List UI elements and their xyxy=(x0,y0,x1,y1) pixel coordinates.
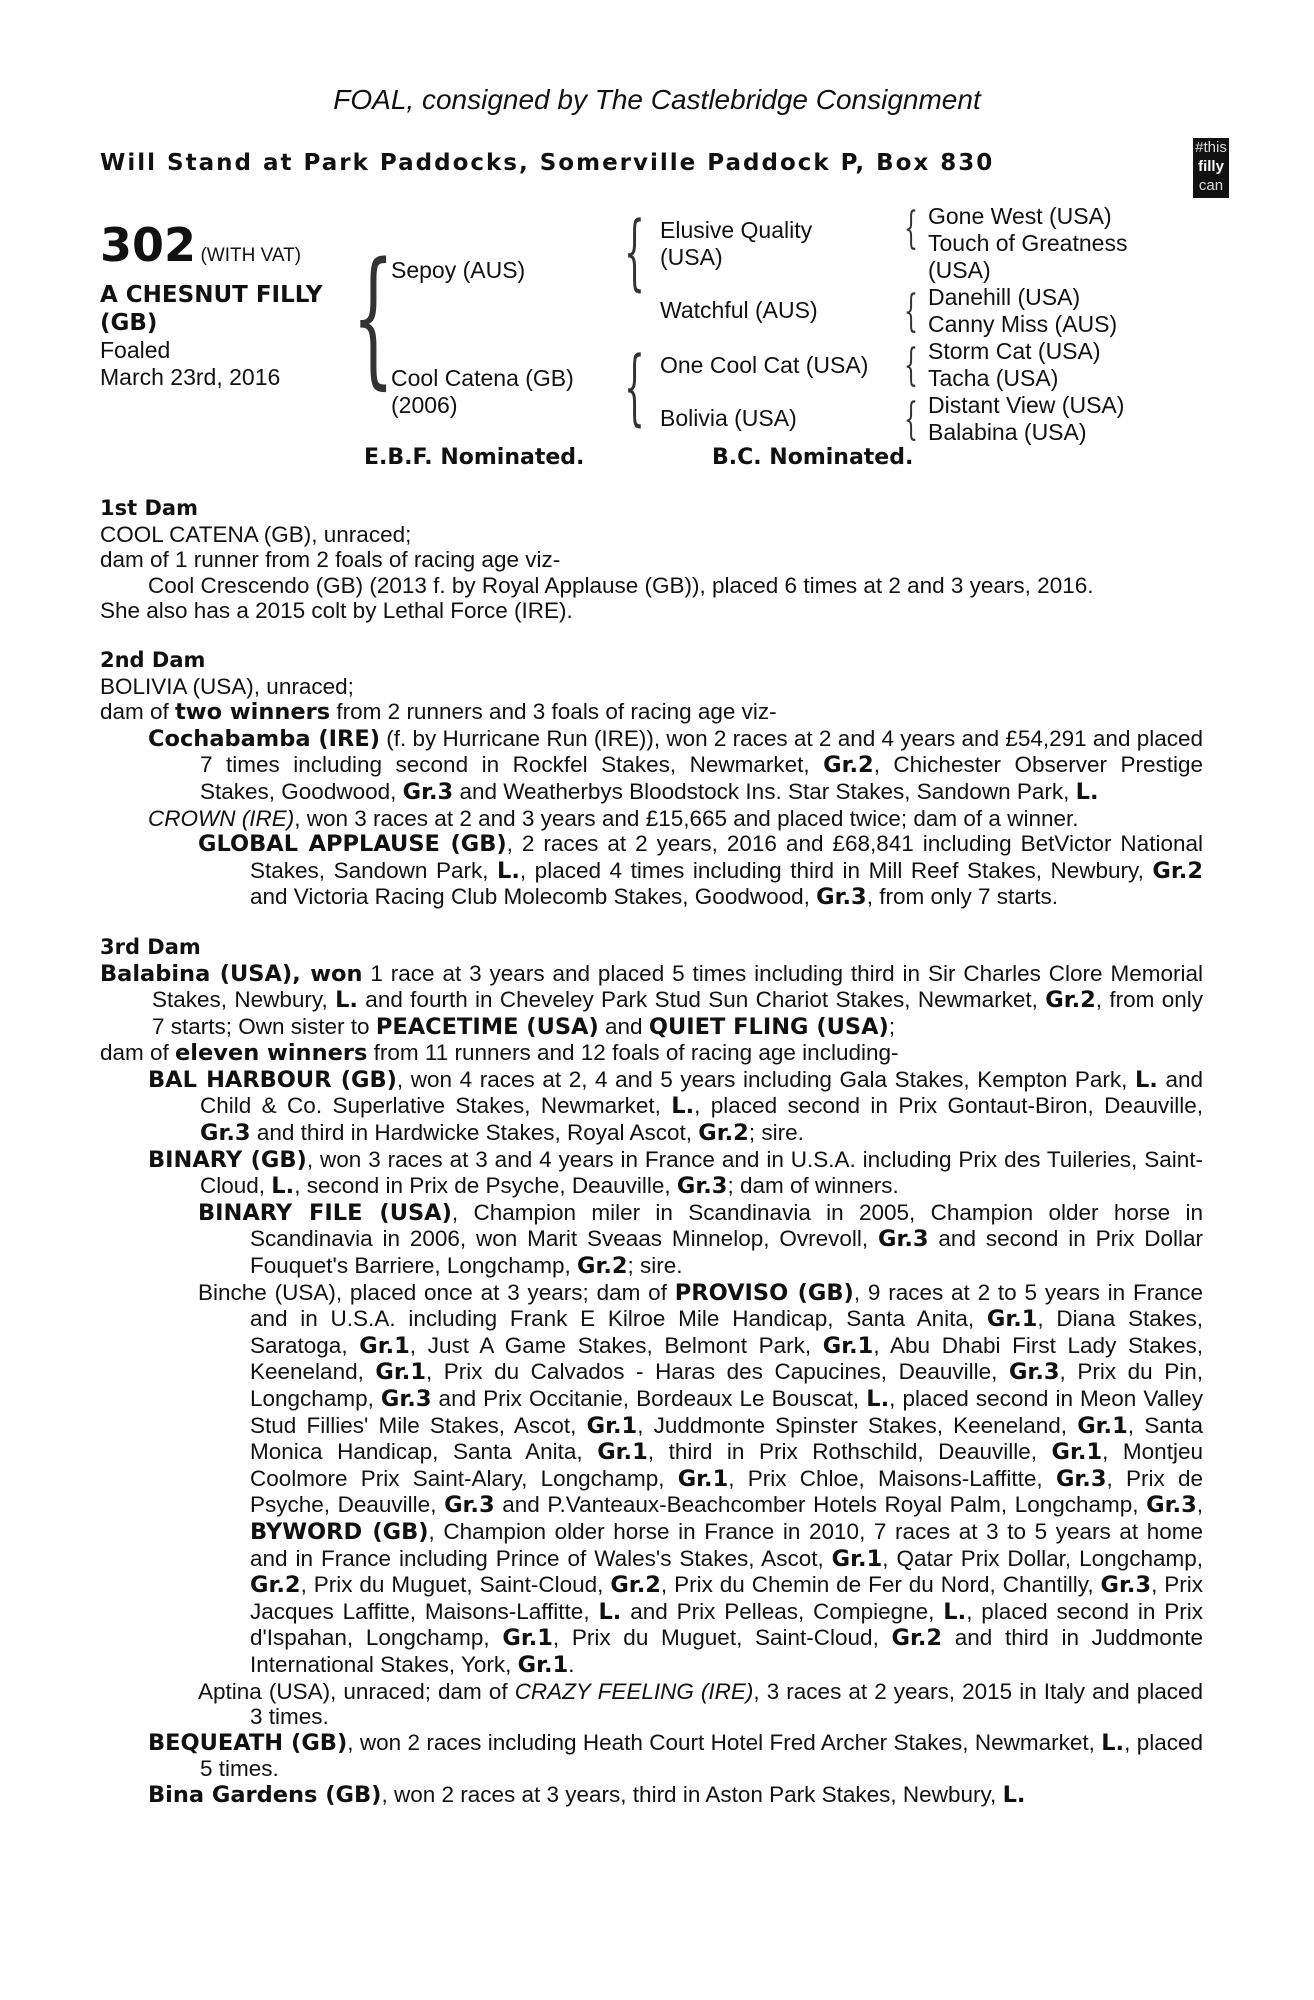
dam2-produce-global-applause xyxy=(100,831,1203,911)
grade: Gr.1 xyxy=(359,1332,410,1359)
text: and P.Vanteaux-Beachcomber Hotels Royal Palm, Longchamp, xyxy=(494,1492,1147,1518)
lot-title-1: A CHESNUT FILLY xyxy=(100,282,323,308)
gen3-4: Canny Miss (AUS) xyxy=(928,311,1118,337)
grade: Gr.2 xyxy=(1045,987,1096,1014)
text: , Prix du Muguet, Saint-Cloud, xyxy=(552,1625,892,1651)
horse-name: PROVISO (GB) xyxy=(674,1279,854,1306)
dam2-line-2 xyxy=(100,699,1203,726)
grade: Gr.1 xyxy=(517,1651,569,1678)
dam1-line-1: COOL CATENA (GB), unraced; xyxy=(100,521,412,547)
text: , xyxy=(1196,1492,1203,1518)
text: , placed 4 times including third in Mill Reef Stakes, Newbury, xyxy=(519,857,1153,883)
vat-note: (WITH VAT) xyxy=(200,245,302,266)
grade: Gr.1 xyxy=(375,1359,426,1386)
gen3-1: Gone West (USA) xyxy=(928,203,1112,229)
dam2-line-1: BOLIVIA (USA), unraced; xyxy=(100,673,354,699)
dam1-line-2: dam of 1 runner from 2 foals of racing age viz- xyxy=(100,547,561,573)
grade: Gr.1 xyxy=(1077,1412,1128,1439)
text: , placed 5 times. xyxy=(200,1729,1203,1782)
text: 1 race at 3 years and placed 5 times including third in Sir Charles Clore Memorial Stakes, Newbury, xyxy=(152,960,1203,1013)
dam-sire-name: One Cool Cat (USA) xyxy=(660,352,869,378)
gen3-8: Balabina (USA) xyxy=(928,419,1087,445)
text: and Weatherbys Bloodstock Ins. Star Stakes, Sandown Park, xyxy=(453,778,1076,804)
ebf-nominated: E.B.F. Nominated. xyxy=(364,445,585,470)
filly-can-badge xyxy=(1193,138,1229,198)
text: Binche (USA), placed once at 3 years; dam of xyxy=(198,1279,675,1305)
grade: L. xyxy=(1134,1066,1158,1093)
text: , Champion miler in Scandinavia in 2005, Champion older horse in Scandinavia in 2006, won Marit Sveaas Minnelop, Ovrevoll, xyxy=(250,1199,1203,1252)
dam1-runner: Cool Crescendo (GB) (2013 f. by Royal Applause (GB)), placed 6 times at 2 and 3 years, 2016. xyxy=(148,572,1094,598)
text: , Prix de Psyche, Deauville, xyxy=(250,1465,1204,1518)
grade: L. xyxy=(671,1093,695,1120)
text: and Prix Occitanie, Bordeaux Le Bouscat, xyxy=(431,1386,867,1411)
text: and fourth in Cheveley Park Stud Sun Chariot Stakes, Newmarket, xyxy=(357,987,1046,1013)
dam3-produce-binary-file xyxy=(100,1200,1203,1280)
dam1-line-4: She also has a 2015 colt by Lethal Force (IRE). xyxy=(100,598,573,624)
horse-name: BINARY (GB) xyxy=(148,1146,307,1173)
sire-sire-name-2: (USA) xyxy=(660,244,723,270)
text-bold: two winners xyxy=(175,699,331,726)
dam3-produce-bequeath xyxy=(100,1730,1203,1782)
text: ; sire. xyxy=(748,1120,804,1146)
grade: Gr.1 xyxy=(1051,1439,1103,1466)
sire-dam-name: Watchful (AUS) xyxy=(660,297,818,323)
grade: L. xyxy=(1002,1781,1026,1808)
grade: Gr.2 xyxy=(891,1625,943,1652)
gen3-5: Storm Cat (USA) xyxy=(928,338,1101,364)
text: and xyxy=(598,1013,649,1039)
text: from 2 runners and 3 foals of racing age viz- xyxy=(330,699,777,725)
text: , Champion older horse in France in 2010, 7 races at 3 to 5 years at home and in France including Prince of Wales's Stakes, Ascot, xyxy=(250,1518,1203,1571)
text: , Chichester Observer Prestige Stakes, Goodwood, xyxy=(200,752,1204,804)
dam-year: (2006) xyxy=(391,392,458,418)
grade: L. xyxy=(497,857,520,884)
foaled-label: Foaled xyxy=(100,337,171,363)
dam2-heading: 2nd Dam xyxy=(100,647,206,672)
grade: Gr.1 xyxy=(586,1412,638,1439)
grade: Gr.3 xyxy=(1100,1572,1152,1599)
horse-name: BEQUEATH (GB) xyxy=(148,1729,348,1756)
horse-name: PEACETIME (USA) xyxy=(375,1013,599,1040)
consignor-line: FOAL, consigned by The Castlebridge Consignment xyxy=(333,84,981,115)
text: ; xyxy=(888,1013,896,1039)
text: , Prix du Chemin de Fer du Nord, Chantilly, xyxy=(660,1572,1101,1598)
text: , from only 7 starts. xyxy=(866,884,1059,910)
horse-name: Balabina (USA) xyxy=(100,960,293,987)
text-bold: eleven winners xyxy=(175,1040,368,1067)
brace-gen2-sire: { xyxy=(624,205,645,300)
gen3-6: Tacha (USA) xyxy=(928,365,1059,391)
grade: Gr.1 xyxy=(822,1332,874,1359)
brace-gen3-2: { xyxy=(904,286,918,337)
text: ; dam of winners. xyxy=(727,1173,899,1199)
text: , Diana Stakes, Saratoga, xyxy=(250,1306,1203,1358)
text: , Montjeu Coolmore Prix Saint-Alary, Longchamp, xyxy=(250,1439,1203,1491)
text: , 2 races at 2 years, 2016 and £68,841 including BetVictor National Stakes, Sandown Park, xyxy=(250,831,1203,883)
gen3-2: Touch of Greatness xyxy=(928,230,1128,256)
lot-number: 302 xyxy=(100,218,197,272)
text: , Qatar Prix Dollar, Longchamp, xyxy=(882,1545,1203,1571)
text: , won 2 races including Heath Court Hotel Fred Archer Stakes, Newmarket, xyxy=(347,1729,1102,1755)
text: , won 4 races at 2, 4 and 5 years including Gala Stakes, Kempton Park, xyxy=(396,1066,1135,1092)
dam-dam-name: Bolivia (USA) xyxy=(660,405,797,431)
text: , 3 races at 2 years, 2015 in Italy and placed 3 times. xyxy=(250,1678,1203,1730)
badge-line-2: filly xyxy=(1198,158,1224,175)
dam1-heading: 1st Dam xyxy=(100,496,198,520)
grade: L. xyxy=(1075,778,1099,805)
grade: L. xyxy=(866,1386,890,1412)
dam3-produce-bal-harbour xyxy=(100,1067,1203,1147)
dam3-heading: 3rd Dam xyxy=(100,934,201,959)
stand-line: Will Stand at Park Paddocks, Somerville Paddock P, Box 830 xyxy=(100,150,995,176)
grade: Gr.1 xyxy=(831,1545,883,1572)
grade: Gr.1 xyxy=(502,1625,553,1652)
text: and second in Prix Dollar Fouquet's Barriere, Longchamp, xyxy=(250,1226,1203,1279)
text-bold: , won xyxy=(292,960,363,987)
horse-name: CRAZY FEELING (IRE) xyxy=(514,1678,754,1704)
grade: Gr.3 xyxy=(676,1173,728,1200)
horse-name: CROWN (IRE) xyxy=(148,805,295,831)
text: and Victoria Racing Club Molecomb Stakes, Goodwood, xyxy=(250,884,817,910)
grade: Gr.3 xyxy=(380,1386,432,1412)
text: Aptina (USA), unraced; dam of xyxy=(198,1678,515,1704)
text: dam of xyxy=(100,1040,176,1066)
text: (f. by Hurricane Run (IRE)), won 2 races at 2 and 4 years and £54,291 and placed 7 times including second in Rockfel Stakes, Newmarket, xyxy=(200,725,1204,778)
sire-name: Sepoy (AUS) xyxy=(391,257,526,283)
grade: Gr.1 xyxy=(597,1439,648,1466)
gen3-2b: (USA) xyxy=(928,257,991,283)
horse-name: Cochabamba (IRE) xyxy=(148,725,381,752)
horse-name: BAL HARBOUR (GB) xyxy=(148,1066,397,1093)
grade: Gr.3 xyxy=(402,778,454,805)
grade: Gr.3 xyxy=(877,1226,929,1253)
text: and third in Hardwicke Stakes, Royal Ascot, xyxy=(250,1120,699,1146)
horse-name: BYWORD (GB) xyxy=(250,1518,429,1545)
grade: Gr.3 xyxy=(1055,1465,1107,1492)
text: , Prix du Muguet, Saint-Cloud, xyxy=(300,1572,611,1598)
lot-block xyxy=(100,218,301,272)
grade: Gr.2 xyxy=(698,1120,749,1147)
dam3-produce-binary xyxy=(100,1147,1203,1200)
text: , second in Prix de Psyche, Deauville, xyxy=(294,1173,677,1199)
grade: Gr.1 xyxy=(986,1306,1038,1333)
brace-gen3-1: { xyxy=(904,203,918,254)
dam2-produce-cochabamba xyxy=(100,726,1203,806)
gen3-3: Danehill (USA) xyxy=(928,284,1081,310)
grade: Gr.2 xyxy=(250,1572,301,1599)
horse-name: QUIET FLING (USA) xyxy=(648,1013,889,1040)
text: ; sire. xyxy=(627,1253,683,1279)
text: , placed second in Prix Gontaut-Biron, Deauville, xyxy=(694,1093,1203,1119)
bc-nominated: B.C. Nominated. xyxy=(712,445,914,470)
text: , Abu Dhabi First Lady Stakes, Keeneland, xyxy=(250,1332,1204,1385)
lot-title-2: (GB) xyxy=(100,310,158,336)
dam3-produce-aptina xyxy=(100,1679,1203,1730)
grade: Gr.3 xyxy=(200,1120,251,1147)
brace-gen3-3: { xyxy=(904,340,918,391)
foaled-date: March 23rd, 2016 xyxy=(100,364,281,390)
brace-gen2-dam: { xyxy=(624,340,645,435)
text: , Prix du Pin, Longchamp, xyxy=(250,1359,1203,1411)
text: , Juddmonte Spinster Stakes, Keeneland, xyxy=(637,1412,1078,1438)
grade: Gr.2 xyxy=(610,1572,661,1599)
badge-line-1: #this xyxy=(1195,139,1227,156)
grade: Gr.1 xyxy=(677,1465,729,1492)
text: , Santa Monica Handicap, Santa Anita, xyxy=(250,1412,1203,1465)
dam3-balabina xyxy=(100,961,1203,1041)
horse-name: GLOBAL APPLAUSE (GB) xyxy=(198,831,507,858)
dam3-dam-of xyxy=(100,1040,1203,1067)
grade: Gr.3 xyxy=(1008,1359,1060,1386)
grade: Gr.3 xyxy=(816,884,867,911)
grade: Gr.2 xyxy=(823,752,874,779)
text: , Prix Jacques Laffitte, Maisons-Laffitte, xyxy=(250,1572,1203,1624)
horse-name: Bina Gardens (GB) xyxy=(148,1781,382,1808)
grade: Gr.2 xyxy=(1152,857,1203,884)
text: and Child & Co. Superlative Stakes, Newmarket, xyxy=(200,1066,1203,1119)
text: , won 2 races at 3 years, third in Aston Park Stakes, Newbury, xyxy=(381,1781,1003,1807)
grade: L. xyxy=(1101,1729,1125,1756)
grade: L. xyxy=(598,1598,622,1625)
dam-name: Cool Catena (GB) xyxy=(391,365,574,391)
text: and third in Juddmonte International Stakes, York, xyxy=(250,1625,1203,1677)
dam3-produce-bina-gardens xyxy=(100,1782,1203,1809)
grade: L. xyxy=(943,1598,967,1625)
produce-record xyxy=(100,472,1203,1809)
grade: L. xyxy=(271,1173,295,1200)
brace-gen1: { xyxy=(352,231,395,403)
text: dam of xyxy=(100,699,176,725)
text: from 11 runners and 12 foals of racing age including- xyxy=(367,1040,899,1066)
text: and Prix Pelleas, Compiegne, xyxy=(621,1598,944,1624)
grade: Gr.3 xyxy=(1146,1492,1197,1519)
dam3-produce-binche xyxy=(100,1280,1203,1679)
text: , won 3 races at 3 and 4 years in France and in U.S.A. including Prix des Tuileries, Saint-Cloud, xyxy=(200,1146,1203,1199)
gen3-7: Distant View (USA) xyxy=(928,392,1125,418)
text: , placed second in Meon Valley Stud Fillies' Mile Stakes, Ascot, xyxy=(250,1386,1204,1438)
horse-name: BINARY FILE (USA) xyxy=(198,1199,452,1226)
grade: Gr.3 xyxy=(444,1492,495,1519)
text: , 9 races at 2 to 5 years in France and in U.S.A. including Frank E Kilroe Mile Handicap, Santa Anita, xyxy=(250,1279,1203,1332)
text: , won 3 races at 2 and 3 years and £15,665 and placed twice; dam of a winner. xyxy=(294,805,1079,831)
grade: Gr.2 xyxy=(576,1253,628,1280)
dam2-produce-crown xyxy=(100,806,1203,832)
text: , placed second in Prix d'Ispahan, Longchamp, xyxy=(250,1598,1203,1651)
text: , Prix Chloe, Maisons-Laffitte, xyxy=(728,1465,1056,1491)
badge-line-3: can xyxy=(1198,177,1224,194)
brace-gen3-4: { xyxy=(904,394,918,445)
grade: L. xyxy=(335,987,358,1014)
text: , third in Prix Rothschild, Deauville, xyxy=(647,1439,1052,1465)
text: , from only 7 starts; Own sister to xyxy=(152,987,1203,1039)
text: . xyxy=(568,1651,575,1677)
text: , Prix du Calvados - Haras des Capucines, Deauville, xyxy=(425,1359,1009,1385)
sire-sire-name: Elusive Quality xyxy=(660,217,813,243)
text: , Just A Game Stakes, Belmont Park, xyxy=(409,1332,823,1358)
